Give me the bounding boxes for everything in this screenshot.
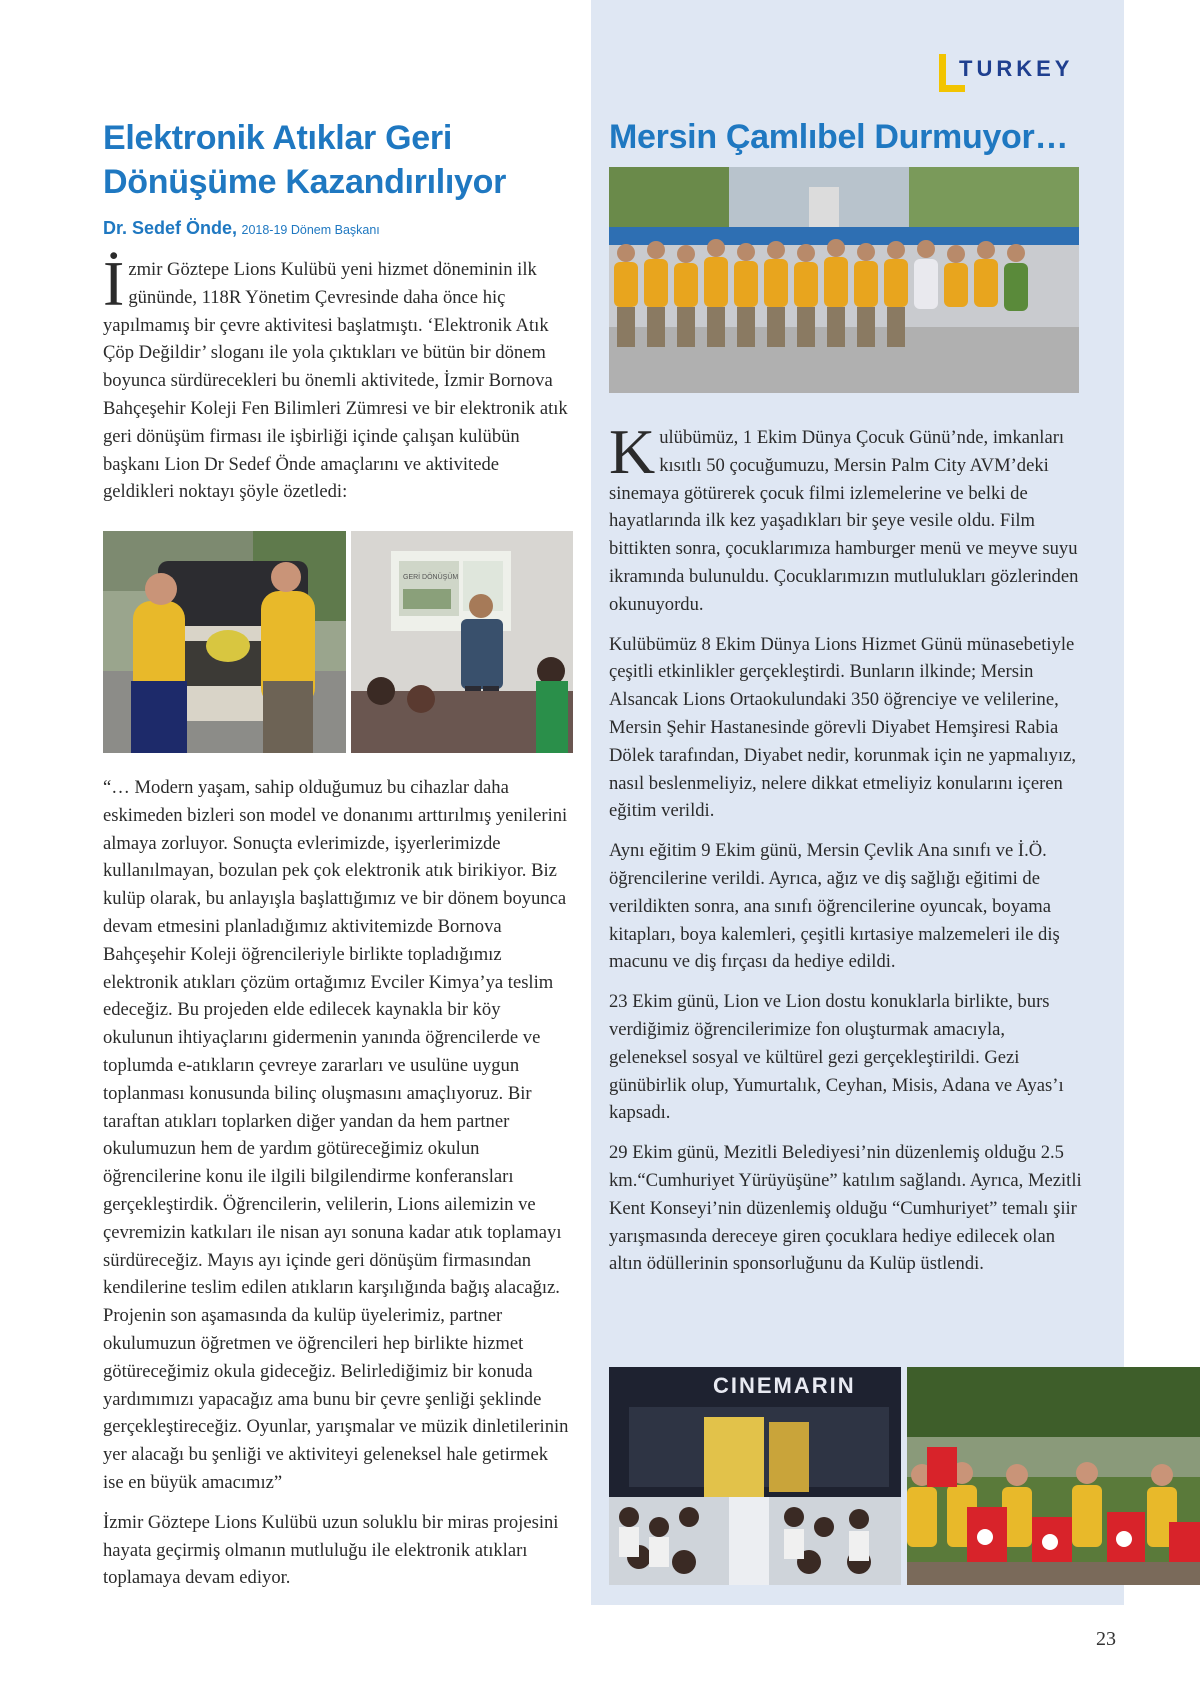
left-intro-text: zmir Göztepe Lions Kulübü yeni hizmet döneminin ilk gününde, 118R Yönetim Çevresinde daha önce hiç yapılmamış bir çevre aktivitesi başlatmıştı. ‘Elektronik Atık Çöp Değildir’ sloganı ile yola çıktıkları ve bütün bir dönem boyunca sürdürecekleri bu önemli aktivitede, İzmir Bornova Bahçeşehir Koleji Fen Bilimleri Zümresi ve bir elektronik atık geri dönüşüm firması ile işbirliği içinde çalışan kulübün başkanı Lion Dr Sedef Önde amaçlarını ve aktivitede geldikleri noktayı şöyle özetledi: (103, 259, 568, 503)
photo-car-trunk (103, 531, 346, 753)
left-body (103, 774, 573, 1604)
logo-text: TURKEY (959, 56, 1074, 81)
dropcap-k: K (609, 416, 656, 487)
right-paragraph-4: 23 Ekim günü, Lion ve Lion dostu konuklarla birlikte, burs verdiğimiz öğrencilerimize fon oluşturmak amacıyla, geleneksel sosyal ve kültürel gezi gerçekleştirildi. Gezi günübirlik olup, Yumurtalık, Ceyhan, Misis, Adana ve Ayas’ı kapsadı. (609, 991, 1064, 1124)
right-paragraph-1: ulübümüz, 1 Ekim Dünya Çocuk Günü’nde, imkanları kısıtlı 50 çocuğumuzu, Mersin Palm City AVM’deki sinemaya götürerek çocuk filmi izlemelerine ve belki de hayatlarında ilk kez yaşadıkları bir şeye vesile oldu. Film bittikten sonra, çocuklarımıza hamburger menü ve meyve suyu ikramında bulunuldu. Çocuklarımızın mutlulukları gözlerinden okunuyordu. (609, 427, 1079, 615)
photo-children-group (609, 167, 1079, 393)
dropcap-i: İ (103, 248, 125, 319)
slide-text: GERİ DÖNÜŞÜM (403, 574, 459, 581)
right-body (609, 416, 1084, 1290)
left-quote: “… Modern yaşam, sahip olduğumuz bu cihazlar daha eskimeden bizleri son model ve donanımı arttırılmış yenilerini almaya zorluyor. Sonuçta evlerimizde, işyerlerimizde kullanılmayan, bozulan pek çok elektronik atık birikiyor. Biz kulüp olarak, bu anlayışla başlattığımız ve bir dönem boyunca devam etmesini planladığımız aktivitemizde Bornova Bahçeşehir Koleji öğrencileriyle birlikte topladığımız elektronik atıkları çözüm ortağımız Evciler Kimya’ya teslim edeceğiz. Bu projeden elde edilecek kaynakla bir köy okulunun ihtiyaçlarını gidermenin yanında öğrencilerde ve toplumda e-atıkların çevreye zararları ve usulüne uygun toplanması konusunda bilinç oluşmasını amaçlıyoruz. Bir taraftan atıkları toplarken diğer yandan da hem partner okulumuzun hem de yardım götüreceğimiz okulun öğrencilerine konu ile ilgili bilgilendirme konferansları gerçekleştirdik. Öğrencilerin, velilerin, Lions ailemizin ve çevremizin katkıları ile nisan ayı sonuna kadar atık toplamayı sürdüreceğiz. Mayıs ayı içinde geri dönüşüm firmasından kendilerine teslim edilen atıkların karşılığında bağış alacağız. Projenin son aşamasında da kulüp üyelerimiz, partner okulumuzun öğretmen ve öğrencileri hep birlikte hizmet götüreceğimiz okula gideceğiz. Belirlediğimiz bir konuda yardımımızı yapacağız ama bunu bir çevre şenliği şeklinde gerçekleştireceğiz. Oyunlar, yarışmalar ve müzik dinletilerinin yer alacağı bu şenliği ve aktiviteyi geleneksel hale getirmek ise en büyük amacımız” (103, 777, 569, 1493)
page-number: 23 (1096, 1628, 1116, 1650)
right-paragraph-2: Kulübümüz 8 Ekim Dünya Lions Hizmet Günü münasebetiyle çeşitli etkinlikler gerçekleştirdi. Bunların ilkinde; Mersin Alsancak Lions Ortaokulundaki 350 öğrenciye ve velilerine, Mersin Şehir Hastanesinde görevli Diyabet Hemşiresi Rabia Dölek tarafından, Diyabet nedir, korunmak için ne yapmalıyız, nasıl beslenmeliyiz, nelere dikkat etmeliyiz konularını içeren eğitim verildi. (609, 633, 1077, 822)
left-article-title: Elektronik Atıklar Geri Dönüşüme Kazandırılıyor (103, 119, 507, 201)
right-article-title: Mersin Çamlıbel Durmuyor… (609, 118, 1069, 156)
photo-presentation (351, 531, 573, 753)
author-name: Dr. Sedef Önde, (103, 218, 238, 238)
author-role: 2018-19 Dönem Başkanı (241, 223, 380, 237)
byline (103, 218, 380, 239)
right-paragraph-5: 29 Ekim günü, Mezitli Belediyesi’nin düzenlemiş olduğu 2.5 km.“Cumhuriyet Yürüyüşüne” katılım sağlandı. Ayrıca, Mezitli Kent Konseyi’nin düzenlemiş olduğu “Cumhuriyet” temalı şiir yarışmasında dereceye giren çocuklara hediye edilecek olan altın ödüllerinin sponsorluğunu da Kulüp üstlendi. (609, 1142, 1082, 1275)
left-closing: İzmir Göztepe Lions Kulübü uzun soluklu bir miras projesini hayata geçirmiş olmanın mutluluğu ile elektronik atıkları toplamaya devam ediyor. (103, 1511, 559, 1589)
left-intro (103, 248, 573, 518)
right-paragraph-3: Aynı eğitim 9 Ekim günü, Mersin Çevlik Ana sınıfı ve İ.Ö. öğrencilerine verildi. Ayrıca, ağız ve diş sağlığı eğitimi de verildikten sonra, ana sınıfı öğrencilerine oyuncak, boyama kitapları, boya kalemleri, çeşitli kırtasiye malzemeleri ile diş macunu ve diş fırçası da hediye edildi. (609, 840, 1060, 973)
photo-cinema (609, 1367, 901, 1585)
lions-turkey-logo (939, 52, 1089, 96)
cinema-sign: CINEMARIN (713, 1373, 856, 1398)
photo-flags (907, 1367, 1200, 1585)
